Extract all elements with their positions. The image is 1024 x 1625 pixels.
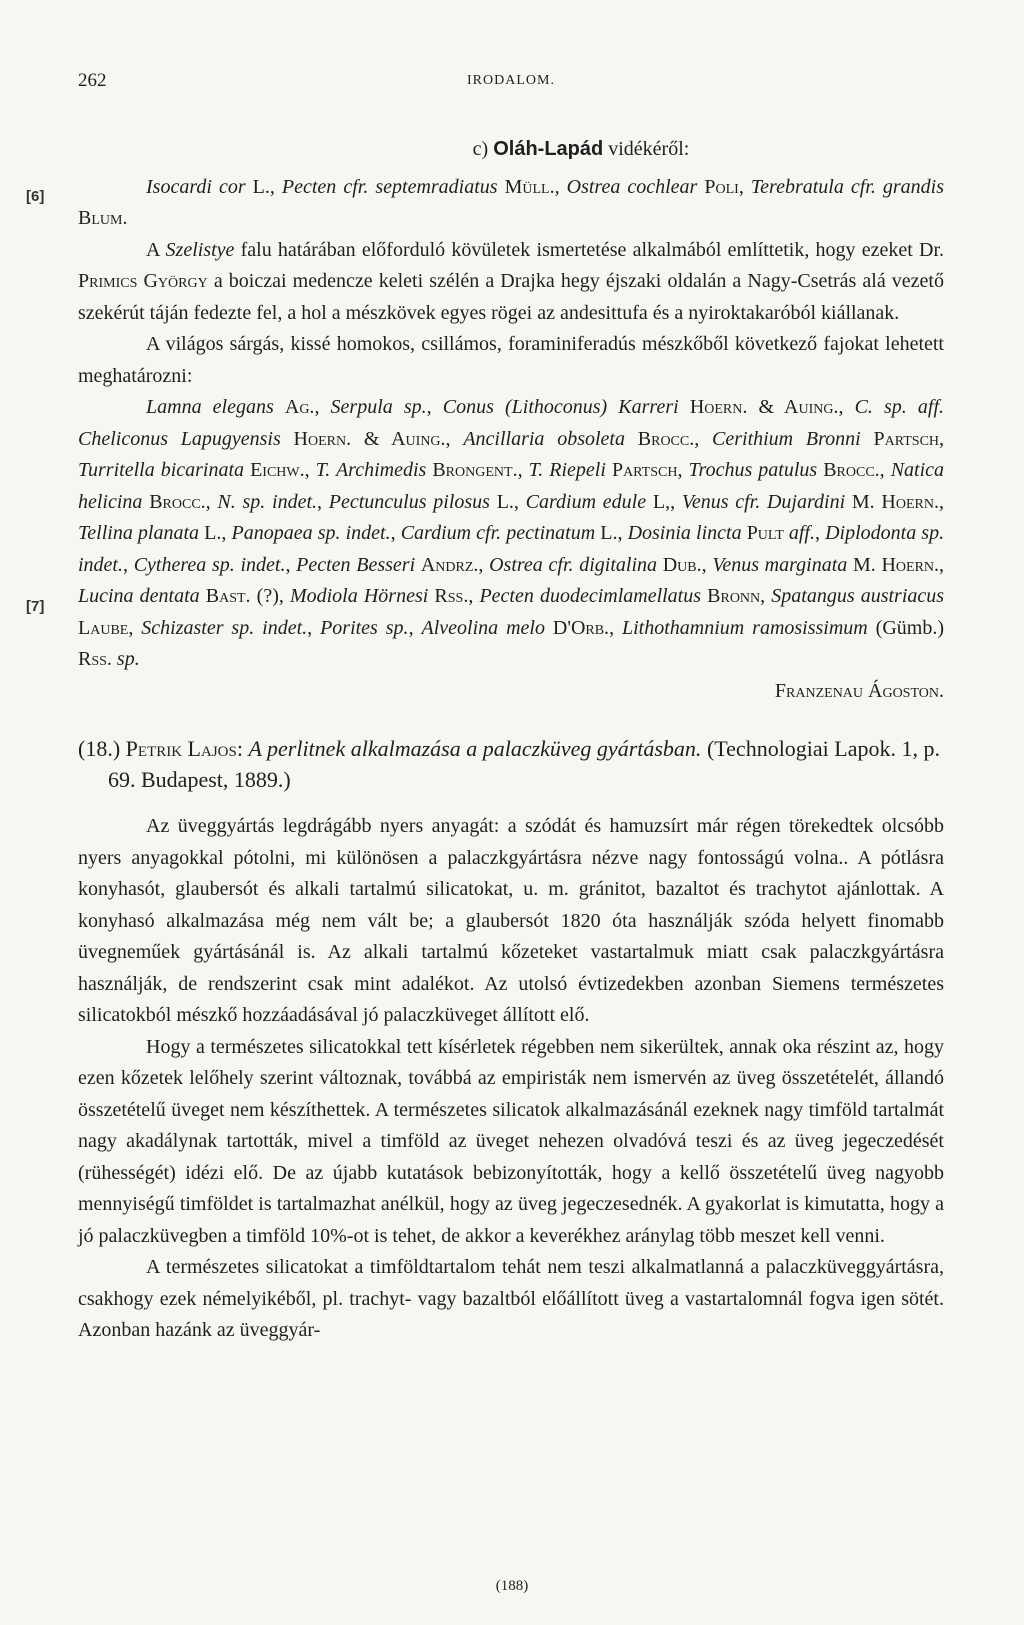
text-run: , bbox=[269, 175, 282, 198]
italic-text: Ostrea cochlear bbox=[566, 175, 698, 198]
small-caps-text: Rss. bbox=[78, 648, 112, 670]
italic-text: Panopaea sp. indet. bbox=[231, 522, 391, 544]
italic-text: N. sp. indet. bbox=[217, 490, 318, 513]
small-caps-text: L. bbox=[600, 522, 618, 544]
small-caps-text: Laube bbox=[78, 616, 129, 639]
page-number: 262 bbox=[78, 70, 107, 91]
bibliography-entry bbox=[78, 733, 944, 795]
text-run: , bbox=[814, 522, 826, 544]
text-run bbox=[679, 396, 690, 418]
text-run: D' bbox=[544, 616, 571, 639]
small-caps-text: Rss. bbox=[434, 585, 469, 607]
italic-text: Spatangus austriacus bbox=[771, 585, 945, 607]
small-caps-text: Andrz. bbox=[420, 553, 479, 576]
small-caps-text: Bronn bbox=[707, 585, 761, 607]
text-run: , bbox=[694, 427, 713, 450]
text-run: , bbox=[513, 490, 526, 513]
small-caps-text: Petrik Lajos bbox=[125, 736, 237, 761]
italic-text: Lithothamnium ramosissimum bbox=[622, 616, 868, 639]
small-caps-text: L. bbox=[496, 490, 514, 513]
text-run: , bbox=[939, 553, 945, 576]
page-content bbox=[78, 134, 944, 1347]
text-run bbox=[625, 428, 638, 450]
small-caps-text: Orb. bbox=[570, 616, 610, 639]
text-run: (Technologiai Lapok. 1, p. 69. Budapest, 1889.) bbox=[108, 736, 940, 792]
text-run: , bbox=[285, 553, 297, 576]
italic-text: Dosinia lincta bbox=[627, 522, 742, 544]
text-run: , bbox=[701, 553, 713, 576]
text-run bbox=[646, 491, 653, 513]
review-body bbox=[78, 811, 944, 1347]
author-name: Franzenau Ágoston. bbox=[774, 679, 944, 702]
italic-text: Conus (Lithoconus) Karreri bbox=[442, 396, 679, 418]
small-caps-text: Partsch bbox=[873, 427, 940, 450]
species-list-paragraph bbox=[78, 172, 944, 235]
italic-text: A perlitnek alkalmazása a palaczküveg gyártásban. bbox=[248, 736, 702, 761]
text-run: , bbox=[738, 175, 751, 198]
italic-text: Porites sp. bbox=[320, 616, 409, 639]
text-run: , bbox=[307, 616, 321, 639]
small-caps-text: Dub. bbox=[662, 553, 702, 576]
body-paragraph: Hogy a természetes silicatokkal tett kísérletek régebben nem sikerültek, annak oka részint az, hogy ezen kőzetek lelőhely szerint változnak, továbbá az empiristák nem ismervén az üveg összetételét, állandó összetételű üveget nem készíthettek. A természetes silicatok alkalmazásánál ezeknek nagy timföld tartalmát nagy akadálynak tartották, mivel a timföld az üveget nehezen olvadóvá teszi és az üveg jegeczedését (rühességét) idézi elő. De az újabb kutatások bebizonyították, hogy a kellő összetételű üveg nagyobb mennyiségű timföldet is tartalmazhat anélkül, hogy az üveg jegeczesednék. A gyakorlat is kimutatta, hogy a jó palaczküvegben a timföld 10%-ot is tehet, de akkor a keverékhez aránylag több meszet kell venni. bbox=[78, 1035, 944, 1247]
small-caps-text: Brongent. bbox=[432, 459, 518, 481]
text-run: A bbox=[146, 238, 166, 261]
text-run: (18.) bbox=[78, 736, 126, 761]
margin-mark-number: 7 bbox=[31, 598, 40, 615]
italic-text: Alveolina melo bbox=[421, 616, 545, 639]
text-run: (?), bbox=[250, 585, 290, 607]
body-paragraph: A természetes silicatokat a timföldtartalom tehát nem teszi alkalmatlanná a palaczküveggyártásra, csakhogy ezek némelyikéből, pl. trachyt- vagy bazaltból előállított üveg a vastartalomnál fogva igen sötét. Azonban hazánk az üveggyár- bbox=[78, 1256, 944, 1341]
small-caps-text: Hoern. & Auing. bbox=[293, 427, 446, 450]
italic-text: Natica helicina bbox=[78, 459, 945, 513]
text-run: , bbox=[517, 459, 529, 481]
italic-text: Lamna elegans bbox=[146, 396, 274, 418]
body-paragraph: Az üveggyártás legdrágább nyers anyagát: a szódát és hamuzsírt már régen törekedtek olcsóbb nyers anyagokkal pótolni, mi különösen a palaczkgyártásra nézve nagy fontosságú volna.. A pótlásra konyhasót, glaubersót és alkali tartalmú silicatokat, u. m. gránitot, bazaltot és trachytot ajánlottak. A konyhasó alkalmazása még nem vált be; a glaubersót 1820 óta használják szóda helyett finomabb üvegneműek gyártásánál is. Az alkali tartalmú kőzeteket vastartalmuk miatt csak palaczkgyártásra használják, de rendszerint csak mint adalékot. Az utolsó évtizedekben azonban Siemens természetes silicatokból mészkő hozzáadásával jó palaczküveget állított elő. bbox=[78, 815, 944, 1026]
text-run: , bbox=[609, 616, 622, 639]
italic-text: Lucina dentata bbox=[78, 585, 200, 607]
italic-text: Pectunculus pilosus bbox=[328, 490, 490, 513]
text-run bbox=[498, 176, 505, 198]
text-run: , bbox=[838, 396, 855, 418]
text-run: , bbox=[939, 427, 945, 450]
italic-text: Modiola Hörnesi bbox=[289, 585, 429, 607]
text-run bbox=[845, 491, 852, 513]
limestone-paragraph: A világos sárgás, kissé homokos, csillámos, foraminiferadús mészkőből következő fajokat lehetett meghatározni: bbox=[78, 333, 944, 387]
small-caps-text: Bast. bbox=[205, 585, 251, 607]
italic-text: Cardium cfr. pectinatum bbox=[400, 522, 596, 544]
text-run: : bbox=[236, 736, 249, 761]
text-run: , bbox=[938, 490, 944, 513]
italic-text: Ancillaria obsoleta bbox=[463, 427, 625, 450]
text-run: , bbox=[677, 459, 689, 481]
text-run: , bbox=[128, 616, 142, 639]
section-heading bbox=[78, 134, 944, 166]
section-heading-location: Oláh-Lapád bbox=[493, 138, 604, 160]
fauna-list-paragraph bbox=[78, 392, 944, 676]
small-caps-text: L. bbox=[204, 522, 222, 544]
small-caps-text: Müll. bbox=[504, 175, 555, 198]
italic-text: Terebratula cfr. grandis bbox=[750, 175, 945, 198]
small-caps-text: Hoern. & Auing. bbox=[689, 396, 839, 418]
text-run: , bbox=[468, 585, 480, 607]
text-run: , bbox=[426, 396, 443, 418]
folio-number: (188) bbox=[495, 1578, 529, 1594]
text-run: , bbox=[879, 459, 891, 481]
text-run: , bbox=[478, 553, 490, 576]
text-run: , bbox=[670, 490, 682, 513]
italic-text: Turritella bicarinata bbox=[78, 459, 245, 481]
italic-text: Pecten Besseri bbox=[296, 553, 416, 576]
italic-text: Szelistye bbox=[165, 238, 235, 261]
small-caps-text: Primics György bbox=[78, 270, 208, 292]
italic-text: aff. bbox=[788, 522, 815, 544]
text-run: a boiczai medencze keleti szélén a Drajka hegy éjszaki oldalán a Nagy-Csetrás alá vezető szekérút táján fedezte fel, a hol a mészkövek egyes rögei az andesittufa és a nyiroktakaróból kiállanak. bbox=[78, 270, 944, 324]
margin-mark: [7] bbox=[26, 598, 45, 615]
text-run: , bbox=[760, 585, 772, 607]
text-run: , bbox=[304, 459, 316, 481]
small-caps-text: Partsch bbox=[611, 459, 678, 481]
italic-text: Cytherea sp. indet. bbox=[133, 553, 286, 576]
italic-text: Ostrea cfr. digitalina bbox=[489, 553, 657, 576]
italic-text: Tellina planata bbox=[78, 522, 200, 544]
text-run: , bbox=[554, 175, 567, 198]
small-caps-text: M. Hoern. bbox=[851, 490, 939, 513]
text-run bbox=[281, 428, 294, 450]
italic-text: Venus cfr. Dujardini bbox=[681, 490, 846, 513]
italic-text: Pecten cfr. septemradiatus bbox=[281, 175, 498, 198]
small-caps-text: L, bbox=[652, 490, 671, 513]
italic-text: Cardium edule bbox=[525, 490, 647, 513]
small-caps-text: Eichw. bbox=[250, 459, 305, 481]
text-run: , bbox=[205, 490, 218, 513]
italic-text: Serpula sp. bbox=[330, 396, 427, 418]
text-run: , bbox=[317, 490, 329, 513]
text-run bbox=[490, 491, 497, 513]
italic-text: Venus marginata bbox=[712, 553, 848, 576]
section-prefix: c) bbox=[472, 138, 494, 160]
margin-mark: [6] bbox=[26, 188, 45, 205]
small-caps-text: Brocc. bbox=[637, 427, 695, 450]
text-run: , bbox=[221, 522, 232, 544]
italic-text: T. Riepeli bbox=[528, 459, 606, 481]
italic-text: Cerithium Bronni bbox=[712, 427, 861, 450]
locality-paragraph bbox=[78, 235, 944, 330]
italic-text: Schizaster sp. indet. bbox=[141, 616, 308, 639]
text-run: , bbox=[314, 396, 331, 418]
margin-mark-number: 6 bbox=[31, 188, 40, 205]
text-run: , bbox=[123, 553, 134, 576]
small-caps-text: Poli bbox=[704, 175, 739, 198]
small-caps-text: M. Hoern. bbox=[852, 553, 940, 576]
running-title: IRODALOM. bbox=[467, 73, 555, 88]
italic-text: C. sp. aff. Cheliconus Lapugyensis bbox=[78, 396, 945, 450]
author-signature bbox=[78, 676, 944, 708]
italic-text: T. Archimedis bbox=[315, 459, 427, 481]
text-run: falu határában előforduló kövületek ismertetése alkalmából említtetik, hogy ezeket Dr. bbox=[234, 238, 944, 261]
italic-text: sp. bbox=[116, 648, 140, 670]
text-run: , bbox=[390, 522, 401, 544]
small-caps-text: Blum. bbox=[78, 207, 128, 229]
italic-text: Trochus patulus bbox=[688, 459, 818, 481]
text-run: , bbox=[408, 616, 422, 639]
small-caps-text: Brocc. bbox=[823, 459, 880, 481]
italic-text: Pecten duodecimlamellatus bbox=[479, 585, 702, 607]
small-caps-text: Brocc. bbox=[149, 490, 206, 513]
text-run: (Gümb.) bbox=[867, 616, 945, 639]
section-heading-rest: vidékéről: bbox=[603, 138, 690, 160]
text-run: , bbox=[445, 427, 464, 450]
small-caps-text: Pult bbox=[746, 522, 784, 544]
text-run bbox=[274, 396, 285, 418]
text-run bbox=[246, 176, 253, 198]
text-run: , bbox=[617, 522, 628, 544]
page-header bbox=[78, 70, 944, 100]
italic-text: Diplodonta sp. indet. bbox=[78, 522, 945, 576]
small-caps-text: L. bbox=[252, 175, 270, 198]
small-caps-text: Ag. bbox=[284, 396, 315, 418]
text-run bbox=[861, 428, 874, 450]
italic-text: Isocardi cor bbox=[146, 175, 246, 198]
